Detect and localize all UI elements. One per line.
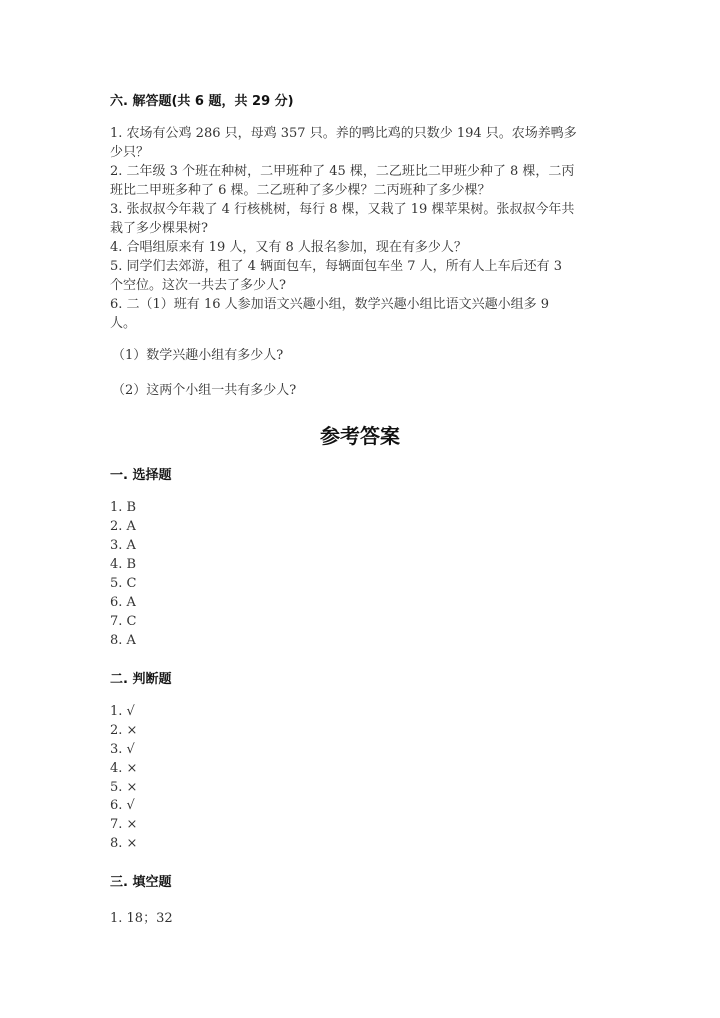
answer-item: 4. ×: [110, 761, 138, 776]
problem-line: 4. 合唱组原来有 19 人，又有 8 人报名参加，现在有多少人？: [110, 240, 467, 255]
answer-item: 1. 18；32: [110, 911, 173, 926]
answer-key-title: 参考答案: [320, 424, 400, 448]
problem-line: 少只？: [110, 145, 150, 160]
section-heading-fill: 三. 填空题: [110, 875, 172, 890]
answer-item: 4. B: [110, 557, 137, 572]
problem-line: 6. 二（1）班有 16 人参加语文兴趣小组，数学兴趣小组比语文兴趣小组多 9: [110, 297, 550, 312]
problem-line: 班比二甲班多种了 6 棵。二乙班种了多少棵？二丙班种了多少棵？: [110, 183, 491, 198]
answer-item: 8. ×: [110, 836, 138, 851]
problem-line: 5. 同学们去郊游，租了 4 辆面包车，每辆面包车坐 7 人，所有人上车后还有 3: [110, 259, 563, 274]
problem-line: 个空位。这次一共去了多少人?: [110, 278, 286, 293]
answer-item: 7. ×: [110, 817, 138, 832]
problem-line: 2. 二年级 3 个班在种树，二甲班种了 45 棵，二乙班比二甲班少种了 8 棵，二丙: [110, 164, 575, 179]
answer-item: 3. √: [110, 742, 135, 757]
section-heading-problem-solving: 六. 解答题(共 6 题，共 29 分): [110, 94, 294, 109]
problem-line: 人。: [110, 316, 137, 331]
answer-item: 6. √: [110, 798, 135, 813]
section-heading-choice: 一. 选择题: [110, 468, 172, 483]
answer-item: 1. √: [110, 704, 135, 719]
problem-line: 3. 张叔叔今年栽了 4 行核桃树，每行 8 棵，又栽了 19 棵苹果树。张叔叔今年共: [110, 202, 575, 217]
answer-item: 5. C: [110, 576, 137, 591]
answer-item: 8. A: [110, 633, 136, 648]
answer-item: 3. A: [110, 538, 136, 553]
subquestion: （1）数学兴趣小组有多少人?: [112, 348, 284, 363]
answer-item: 2. A: [110, 519, 136, 534]
answer-item: 7. C: [110, 614, 137, 629]
problem-line: 栽了多少棵果树?: [110, 221, 208, 236]
subquestion: （2）这两个小组一共有多少人?: [112, 383, 297, 398]
answer-item: 5. ×: [110, 780, 138, 795]
section-heading-judge: 二. 判断题: [110, 672, 172, 687]
problem-line: 1. 农场有公鸡 286 只，母鸡 357 只。养的鸭比鸡的只数少 194 只。农场养鸭多: [110, 126, 577, 141]
answer-item: 6. A: [110, 595, 136, 610]
answer-item: 1. B: [110, 500, 137, 515]
answer-item: 2. ×: [110, 723, 138, 738]
